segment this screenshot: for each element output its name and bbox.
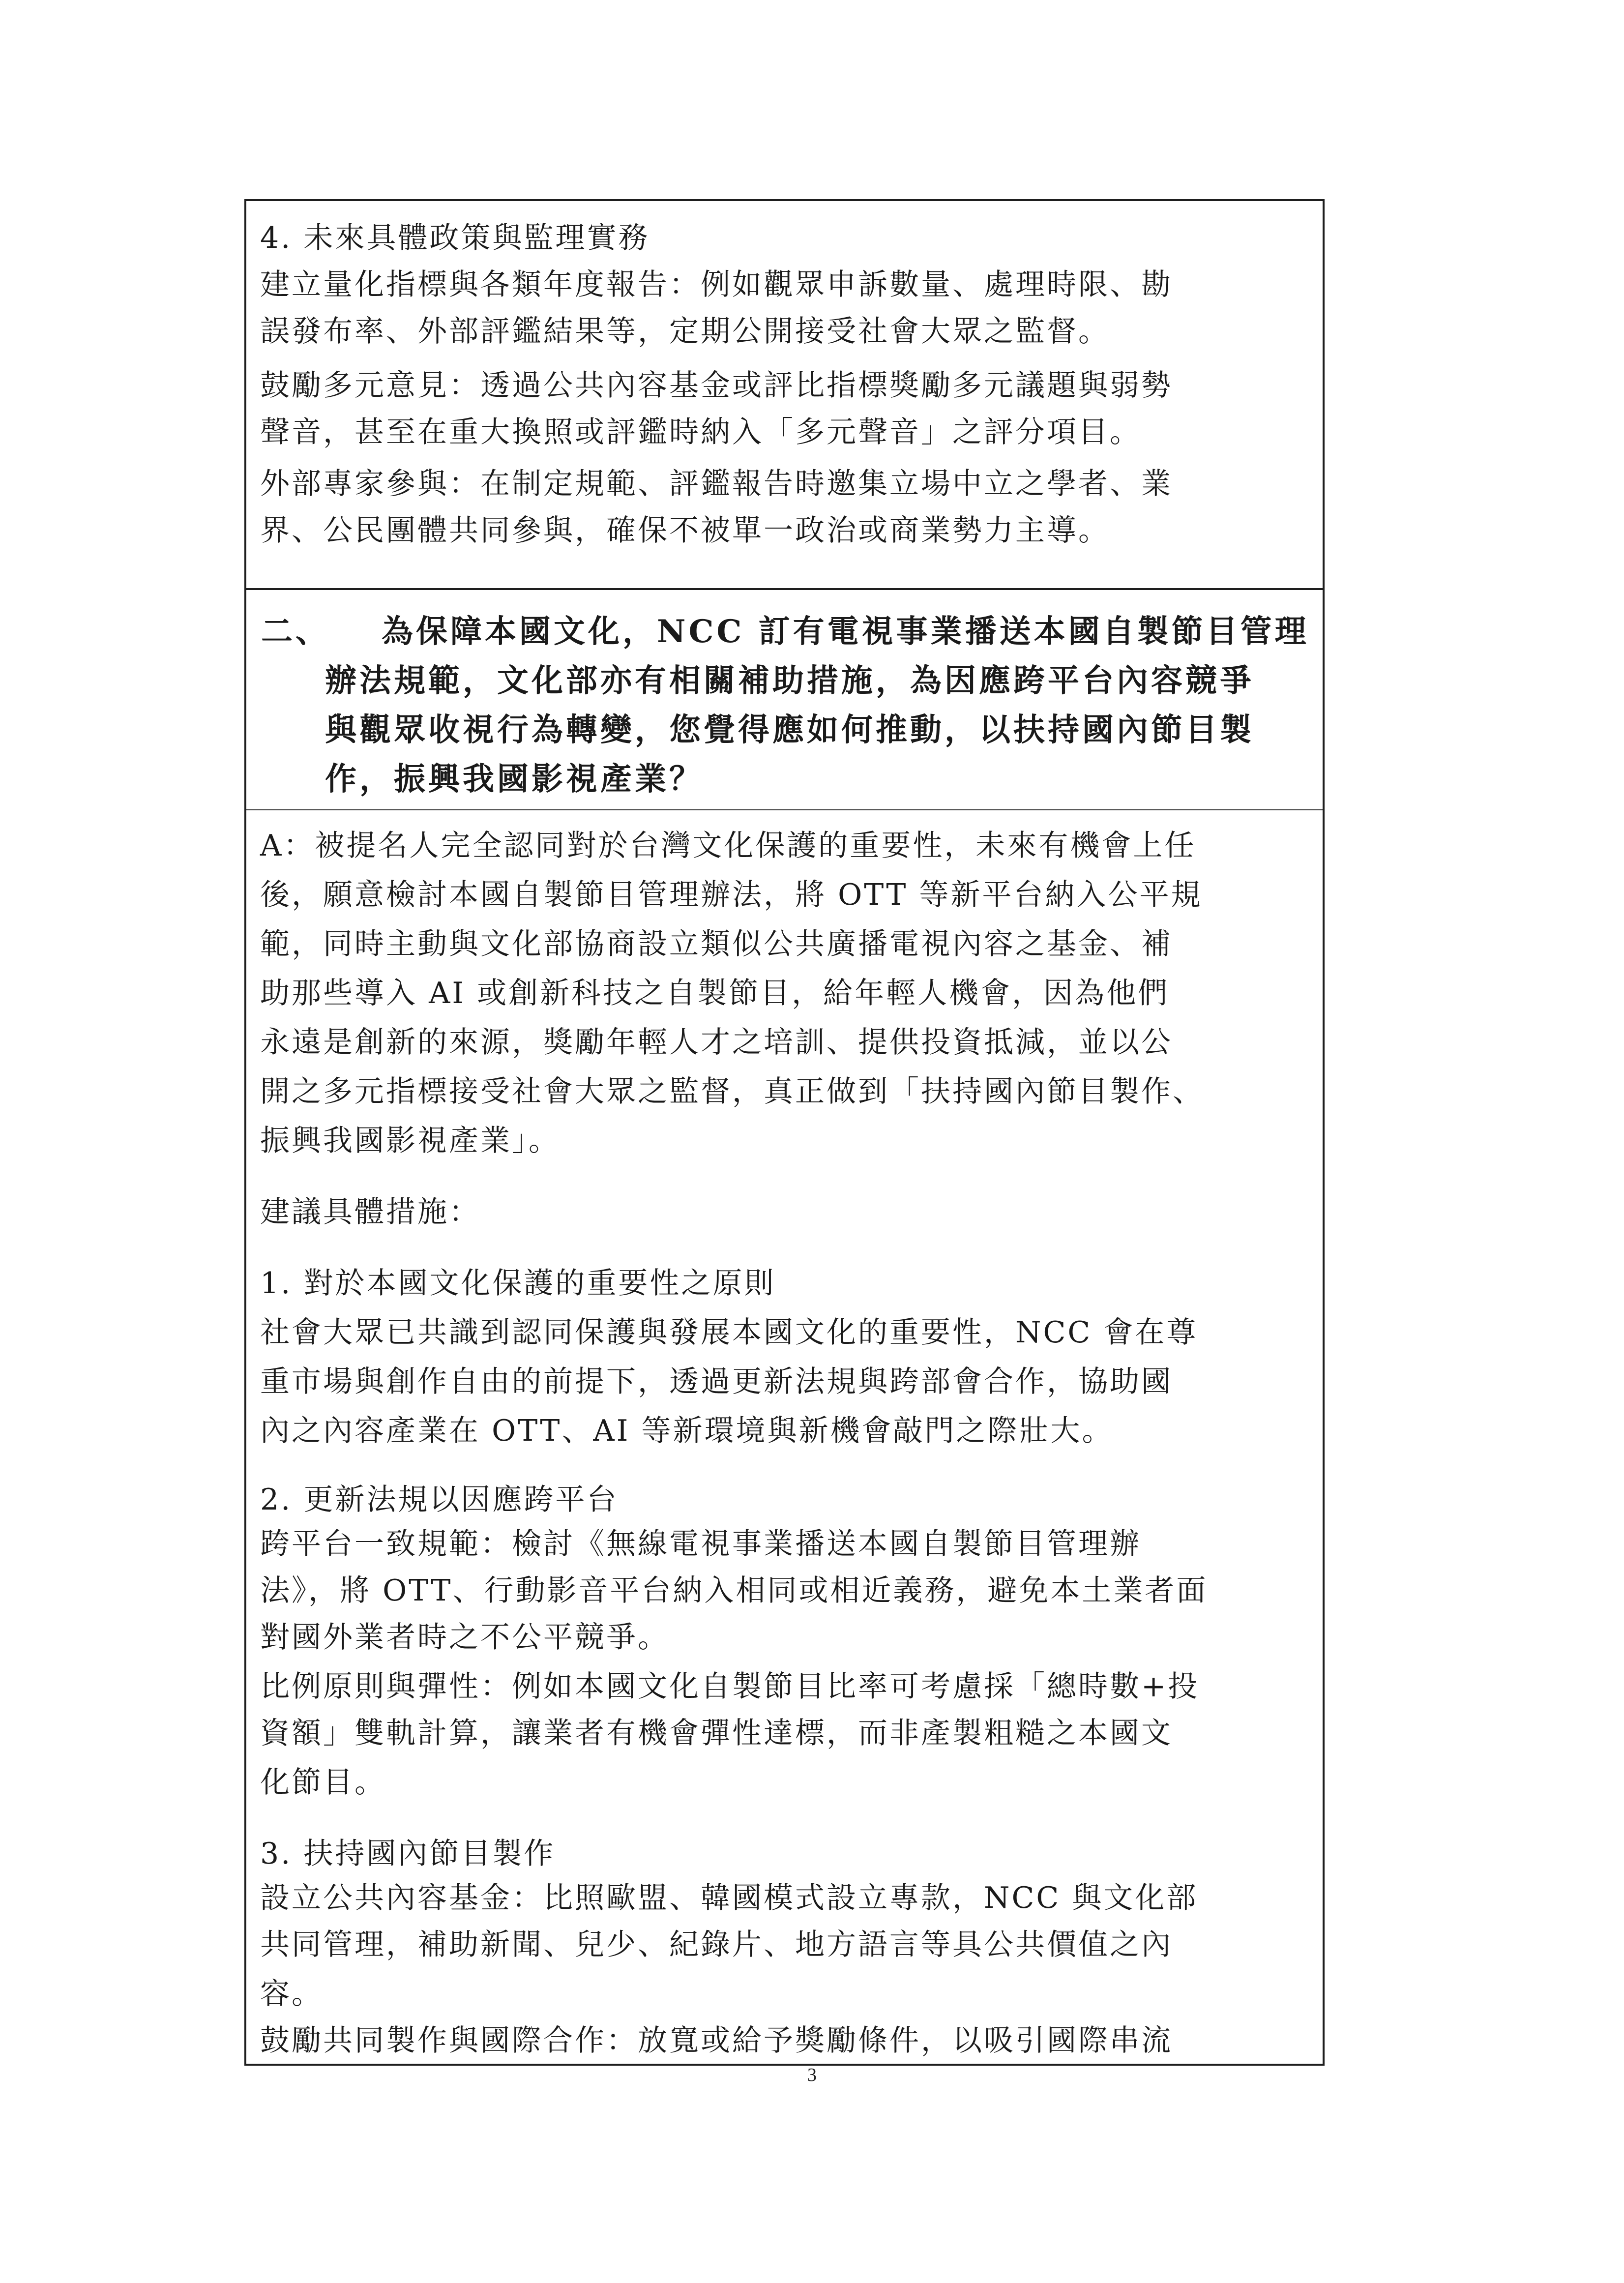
section-four-box: [244, 199, 1325, 590]
answer-line-4: 助那些導入 AI 或創新科技之自製節目，給年輕人機會，因為他們: [260, 976, 1170, 1010]
section-four-paragraph-1-line-1: 建立量化指標與各類年度報告：例如觀眾申訴數量、處理時限、勘: [260, 267, 1173, 302]
section-four-heading: 4. 未來具體政策與監理實務: [260, 221, 650, 255]
question-two-line-4: 作，振興我國影視產業？: [325, 761, 704, 798]
answer-line-2: 後，願意檢討本國自製節目管理辦法，將 OTT 等新平台納入公平規: [260, 878, 1203, 912]
measure-two-line-5: 資額」雙軌計算，讓業者有機會彈性達標，而非產製粗糙之本國文: [260, 1716, 1173, 1750]
measure-one-line-2: 重市場與創作自由的前提下，透過更新法規與跨部會合作，協助國: [260, 1364, 1173, 1399]
measure-one-line-3: 內之內容產業在 OTT、AI 等新環境與新機會敲門之際壯大。: [260, 1414, 1114, 1448]
measure-two-line-6: 化節目。: [260, 1765, 386, 1800]
question-two-line-3: 與觀眾收視行為轉變，您覺得應如何推動，以扶持國內節目製: [325, 712, 1254, 748]
section-four-paragraph-1-line-2: 誤發布率、外部評鑑結果等，定期公開接受社會大眾之監督。: [260, 314, 1110, 349]
measure-one-line-1: 社會大眾已共識到認同保護與發展本國文化的重要性，NCC 會在尊: [260, 1315, 1198, 1350]
measure-three-heading: 3. 扶持國內節目製作: [260, 1837, 556, 1871]
answer-line-3: 範，同時主動與文化部協商設立類似公共廣播電視內容之基金、補: [260, 927, 1173, 961]
answer-line-1: A：被提名人完全認同對於台灣文化保護的重要性，未來有機會上任: [260, 829, 1196, 863]
section-four-paragraph-3-line-2: 界、公民團體共同參與，確保不被單一政治或商業勢力主導。: [260, 513, 1110, 548]
measure-two-heading: 2. 更新法規以因應跨平台: [260, 1482, 619, 1517]
measure-three-line-1: 設立公共內容基金：比照歐盟、韓國模式設立專款，NCC 與文化部: [260, 1881, 1198, 1915]
question-two-box: [244, 588, 1325, 2066]
measure-two-line-1: 跨平台一致規範：檢討《無線電視事業播送本國自製節目管理辦: [260, 1527, 1141, 1561]
measure-two-line-2: 法》，將 OTT、行動影音平台納入相同或相近義務，避免本土業者面: [260, 1573, 1208, 1608]
measure-two-line-3: 對國外業者時之不公平競爭。: [260, 1620, 669, 1655]
measure-three-line-3: 容。: [260, 1977, 323, 2011]
question-two-line-2: 辦法規範，文化部亦有相關補助措施，為因應跨平台內容競爭: [325, 662, 1254, 699]
section-four-paragraph-3-line-1: 外部專家參與：在制定規範、評鑑報告時邀集立場中立之學者、業: [260, 467, 1173, 501]
answer-line-6: 開之多元指標接受社會大眾之監督，真正做到「扶持國內節目製作、: [260, 1074, 1204, 1109]
measure-two-line-4: 比例原則與彈性：例如本國文化自製節目比率可考慮採「總時數+投: [260, 1669, 1200, 1704]
answer-line-5: 永遠是創新的來源，獎勵年輕人才之培訓、提供投資抵減，並以公: [260, 1025, 1173, 1060]
measure-three-line-4: 鼓勵共同製作與國際合作：放寬或給予獎勵條件，以吸引國際串流: [260, 2023, 1173, 2058]
measure-one-heading: 1. 對於本國文化保護的重要性之原則: [260, 1266, 776, 1301]
section-four-paragraph-2-line-2: 聲音，甚至在重大換照或評鑑時納入「多元聲音」之評分項目。: [260, 415, 1141, 449]
measure-three-line-2: 共同管理，補助新聞、兒少、紀錄片、地方語言等具公共價值之內: [260, 1927, 1173, 1962]
question-two-number: 二、: [261, 613, 330, 650]
measures-intro: 建議具體措施：: [260, 1195, 480, 1229]
question-answer-divider: [246, 809, 1323, 810]
question-two-line-1: [261, 612, 1313, 652]
page-number: 3: [807, 2065, 817, 2085]
section-four-paragraph-2-line-1: 鼓勵多元意見：透過公共內容基金或評比指標獎勵多元議題與弱勢: [260, 368, 1173, 403]
question-two-text-line-1: 為保障本國文化，NCC 訂有電視事業播送本國自製節目管理: [382, 613, 1309, 650]
answer-line-7: 振興我國影視產業」。: [260, 1124, 560, 1158]
